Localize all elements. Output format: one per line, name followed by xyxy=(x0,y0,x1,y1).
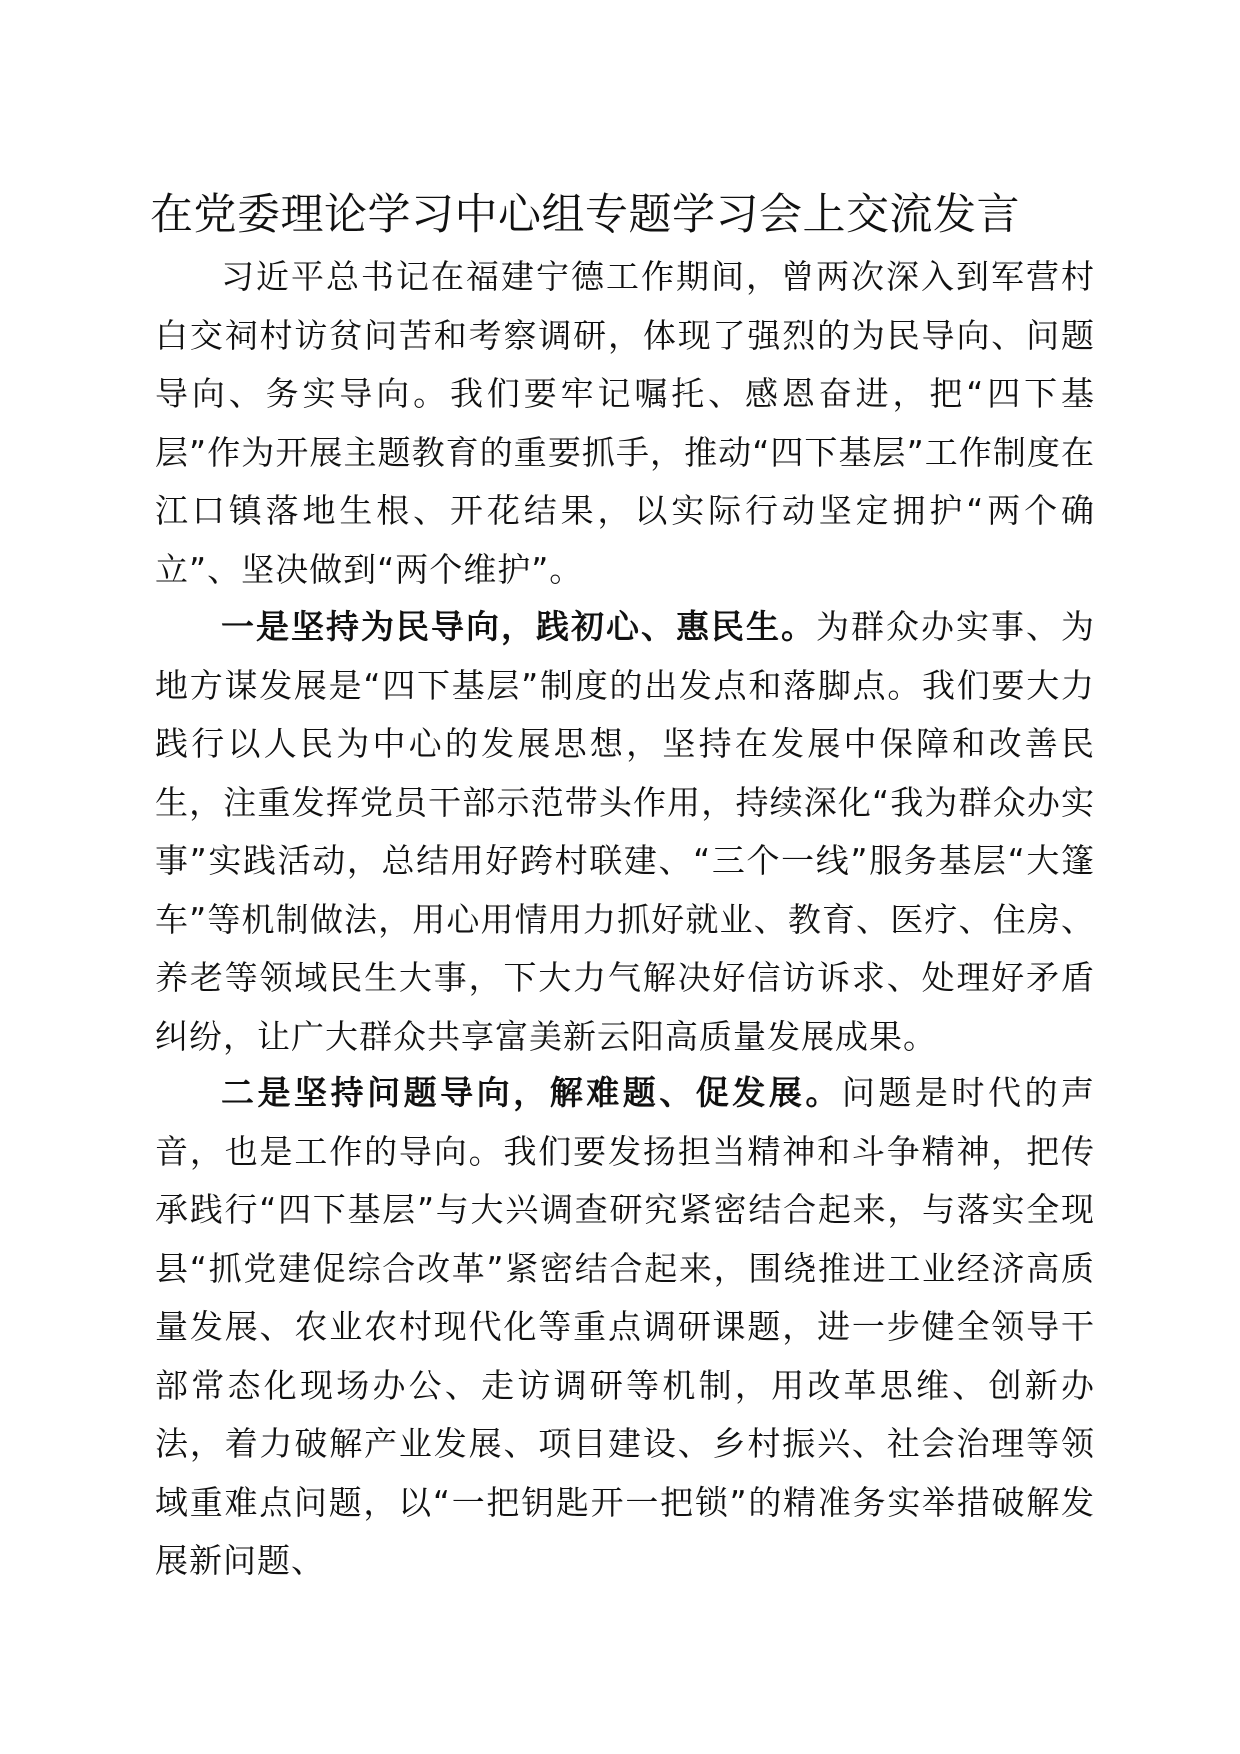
document-title: 在党委理论学习中心组专题学习会上交流发言 xyxy=(150,190,1020,240)
paragraph-text: 习近平总书记在福建宁德工作期间，曾两次深入到军营村白交祠村访贫问苦和考察调研，体现了强烈的为民导向、问题导向、务实导向。我们要牢记嘱托、感恩奋进，把“四下基层”作为开展主题教育的重要抓手，推动“四下基层”工作制度在江口镇落地生根、开花结果，以实际行动坚定拥护“两个确立”、坚决做到“两个维护”。 xyxy=(155,257,1095,589)
paragraph-intro xyxy=(155,248,1095,599)
paragraph-lead: 一是坚持为民导向，践初心、惠民生。 xyxy=(221,607,816,646)
paragraph-point-two xyxy=(155,1064,1095,1591)
paragraph-text: 为群众办实事、为地方谋发展是“四下基层”制度的出发点和落脚点。我们要大力践行以人民为中心的发展思想，坚持在发展中保障和改善民生，注重发挥党员干部示范带头作用，持续深化“我为群众办实事”实践活动，总结用好跨村联建、“三个一线”服务基层“大篷车”等机制做法，用心用情用力抓好就业、教育、医疗、住房、养老等领域民生大事，下大力气解决好信访诉求、处理好矛盾纠纷，让广大群众共享富美新云阳高质量发展成果。 xyxy=(155,607,1095,1056)
paragraph-text: 问题是时代的声音，也是工作的导向。我们要发扬担当精神和斗争精神，把传承践行“四下基层”与大兴调查研究紧密结合起来，与落实全现县“抓党建促综合改革”紧密结合起来，围绕推进工业经济高质量发展、农业农村现代化等重点调研课题，进一步健全领导干部常态化现场办公、走访调研等机制，用改革思维、创新办法，着力破解产业发展、项目建设、乡村振兴、社会治理等领域重难点问题，以“一把钥匙开一把锁”的精准务实举措破解发展新问题、 xyxy=(155,1073,1096,1580)
paragraph-point-one xyxy=(155,598,1095,1066)
paragraph-lead: 二是坚持问题导向，解难题、促发展。 xyxy=(221,1073,842,1112)
